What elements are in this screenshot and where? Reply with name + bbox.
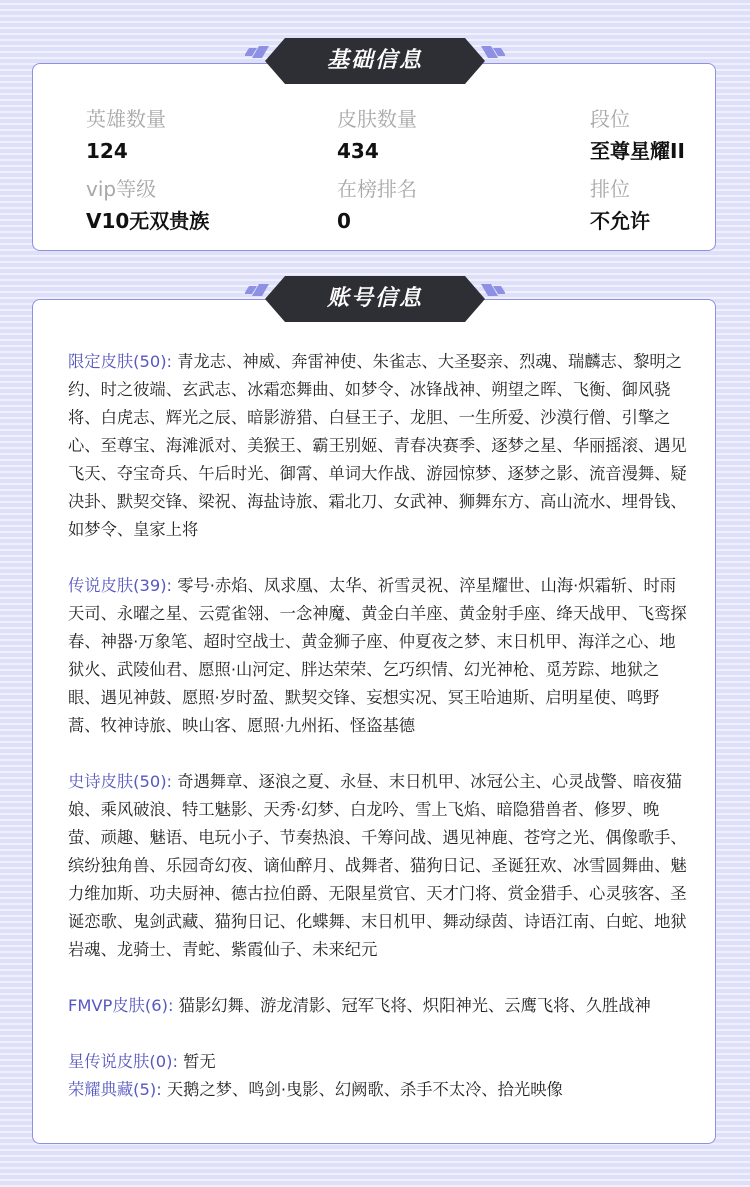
section-title: 基础信息 — [326, 48, 423, 73]
skin-section-star-legend — [68, 1048, 690, 1076]
stat-rank-tier — [590, 106, 685, 164]
section-header-basic-info — [245, 38, 505, 86]
section-label: 史诗皮肤(50): — [68, 772, 173, 791]
section-label: FMVP皮肤(6): — [68, 996, 174, 1015]
section-label: 星传说皮肤(0): — [68, 1052, 178, 1071]
stat-label: vip等级 — [86, 177, 157, 201]
section-title: 账号信息 — [326, 286, 423, 311]
section-label: 限定皮肤(50): — [68, 352, 173, 371]
section-label: 传说皮肤(39): — [68, 576, 173, 595]
stat-value: V10无双贵族 — [86, 209, 210, 233]
stat-skin-count — [337, 106, 417, 164]
stat-ranked-allowed — [590, 176, 650, 234]
stat-value: 434 — [337, 139, 379, 163]
stat-leaderboard-rank — [337, 176, 417, 234]
section-text: 奇遇舞章、逐浪之夏、永昼、末日机甲、冰冠公主、心灵战警、暗夜猫娘、乘风破浪、特工魅影、天秀·幻梦、白龙吟、雪上飞焰、暗隐猎兽者、修罗、晚萤、顽趣、魅语、电玩小子、节奏热浪、千筹问战、遇见神鹿、苍穹之光、偶像歌手、缤纷独角兽、乐园奇幻夜、谪仙醉月、战舞者、猫狗日记、圣诞狂欢、冰雪圆舞曲、魅力维加斯、功夫厨神、德古拉伯爵、无限星赏官、天才门将、赏金猎手、心灵骇客、圣诞恋歌、鬼剑武藏、猫狗日记、化蝶舞、末日机甲、舞动绿茵、诗语江南、白蛇、地狱岩魂、龙骑士、青蛇、紫霞仙子、未来纪元 — [68, 772, 687, 959]
skin-section-legend — [68, 572, 690, 740]
stat-label: 英雄数量 — [86, 107, 166, 131]
skin-section-epic — [68, 768, 690, 964]
section-text: 零号·赤焰、凤求凰、太华、祈雪灵祝、淬星耀世、山海·炽霜斩、时雨天司、永曜之星、云霓雀翎、一念神魔、黄金白羊座、黄金射手座、绛天战甲、飞鸾探春、神器·万象笔、超时空战士、黄金狮子座、仲夏夜之梦、末日机甲、海洋之心、地狱火、武陵仙君、愿照·山河定、胖达荣荣、乞巧织情、幻光神枪、觅芳踪、地狱之眼、遇见神鼓、愿照·岁时盈、默契交锋、妄想实况、冥王哈迪斯、启明星使、鸣野蒿、牧神诗旅、映山客、愿照·九州拓、怪盗基德 — [68, 576, 687, 735]
stat-value: 不允许 — [590, 209, 650, 233]
skin-section-limited — [68, 348, 690, 544]
stat-vip-level — [86, 176, 209, 234]
section-text: 天鹅之梦、鸣剑·曳影、幻阙歌、杀手不太冷、拾光映像 — [166, 1080, 563, 1099]
stat-value: 124 — [86, 139, 128, 163]
stat-label: 在榜排名 — [337, 177, 417, 201]
stat-label: 排位 — [590, 177, 630, 201]
stat-hero-count — [86, 106, 166, 164]
basic-info-card — [32, 63, 716, 251]
stat-label: 段位 — [590, 107, 630, 131]
stat-value: 至尊星耀II — [590, 139, 685, 163]
skin-section-fmvp — [68, 992, 690, 1020]
stat-value: 0 — [337, 209, 351, 233]
section-header-account-info — [245, 276, 505, 324]
section-text: 猫影幻舞、游龙清影、冠军飞将、炽阳神光、云鹰飞将、久胜战神 — [178, 996, 651, 1015]
skin-section-honor-collection — [68, 1076, 690, 1104]
section-text: 暂无 — [183, 1052, 216, 1071]
stat-label: 皮肤数量 — [337, 107, 417, 131]
section-label: 荣耀典藏(5): — [68, 1080, 162, 1099]
section-text: 青龙志、神威、奔雷神使、朱雀志、大圣娶亲、烈魂、瑞麟志、黎明之约、时之彼端、玄武志、冰霜恋舞曲、如梦令、冰锋战神、朔望之晖、飞衡、御风骁将、白虎志、辉光之辰、暗影游猎、白昼王子、龙胆、一生所爱、沙漠行僧、引擎之心、至尊宝、海滩派对、美猴王、霸王别姬、青春决赛季、逐梦之星、华丽摇滚、遇见飞天、夺宝奇兵、午后时光、御霄、单词大作战、游园惊梦、逐梦之影、流音漫舞、疑决卦、默契交锋、梁祝、海盐诗旅、霜北刀、女武神、狮舞东方、高山流水、埋骨钱、如梦令、皇家上将 — [68, 352, 687, 539]
